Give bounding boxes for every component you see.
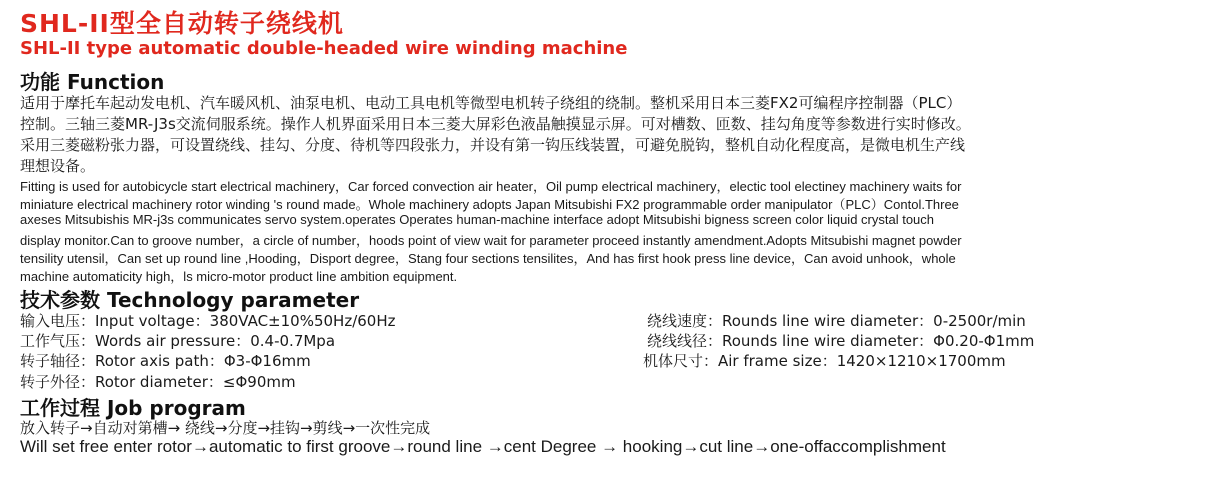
function-en-line: miniature electrical machinery rotor winding 's round made。Whole machinery adopts Japan Mitsubishi FX2 programmable order manipulator（PLC）Contol.Three	[20, 197, 959, 212]
job-program-cn: 放入转子→自动对第槽→ 绕线→分度→挂钩→剪线→一次性完成	[20, 419, 431, 437]
param-label: 机体尺寸：Air frame size：	[643, 352, 837, 370]
param-input-voltage	[20, 310, 396, 331]
function-en-line: display monitor.Can to groove number，a circle of number，hoods point of view wait for parameter proceed instantly amendment.Adopts Mitsubishi magnet powder	[20, 233, 962, 248]
param-value: 1420×1210×1700mm	[836, 352, 1006, 370]
function-cn-line: 采用三菱磁粉张力器，可设置绕线、挂勾、分度、待机等四段张力，并设有第一钩压线装置，可避免脱钩，整机自动化程度高，是微电机生产线	[20, 136, 966, 154]
param-value: 0.4-0.7Mpa	[250, 332, 336, 350]
param-winding-speed	[647, 310, 1026, 331]
function-cn-line: 理想设备。	[20, 157, 96, 175]
param-label: 转子轴径：Rotor axis path：	[20, 352, 224, 370]
param-wire-diameter	[647, 330, 1034, 351]
param-value: Φ3-Φ16mm	[223, 352, 311, 370]
function-en-line: axeses Mitsubishis MR-j3s communicates servo system.operates Operates human-machine interface adopt Mitsubishi bigness screen color liquid crystal touch	[20, 212, 935, 227]
param-label: 绕线线径：Rounds line wire diameter：	[647, 332, 934, 350]
page-title: SHL-II型全自动转子绕线机	[20, 9, 344, 38]
job-program-en: Will set free enter rotor→automatic to first groove→round line →cent Degree → hooking→cut line→one-offaccomplishment	[20, 437, 946, 456]
function-cn-line: 控制。三轴三菱MR-J3s交流伺服系统。操作人机界面采用日本三菱大屏彩色液晶触摸显示屏。可对槽数、匝数、挂勾角度等参数进行实时修改。	[20, 115, 971, 133]
function-en-line: Fitting is used for autobicycle start electrical machinery，Car forced convection air heater，Oil pump electrical machinery，electic tool electiney machinery waits for	[20, 179, 962, 194]
function-heading: 功能 Function	[20, 70, 165, 94]
param-value: 0-2500r/min	[933, 312, 1026, 330]
param-value: Φ0.20-Φ1mm	[933, 332, 1035, 350]
page-subtitle: SHL-II type automatic double-headed wire winding machine	[20, 38, 628, 59]
param-value: ≤Φ90mm	[222, 373, 296, 391]
function-en-line: tensility utensil，Can set up round line ,Hooding，Disport degree，Stang four sections tensilites，And has first hook press line device，Can avoid unhook，whole	[20, 251, 956, 266]
function-en-line: machine automaticity high，ls micro-motor product line ambition equipment.	[20, 269, 458, 284]
param-label: 转子外径：Rotor diameter：	[20, 373, 223, 391]
job-heading: 工作过程 Job program	[20, 396, 246, 420]
param-label: 工作气压：Words air pressure：	[20, 332, 251, 350]
param-air-pressure	[20, 330, 335, 351]
param-value: 380VAC±10%50Hz/60Hz	[209, 312, 396, 330]
param-label: 绕线速度：Rounds line wire diameter：	[647, 312, 934, 330]
param-rotor-axis	[20, 350, 311, 371]
param-rotor-diameter	[20, 371, 296, 392]
technology-heading: 技术参数 Technology parameter	[20, 288, 360, 312]
param-frame-size	[643, 350, 1006, 371]
function-cn-line: 适用于摩托车起动发电机、汽车暖风机、油泵电机、电动工具电机等微型电机转子绕组的绕制。整机采用日本三菱FX2可编程序控制器（PLC）	[20, 94, 962, 112]
param-label: 输入电压：Input voltage：	[20, 312, 210, 330]
